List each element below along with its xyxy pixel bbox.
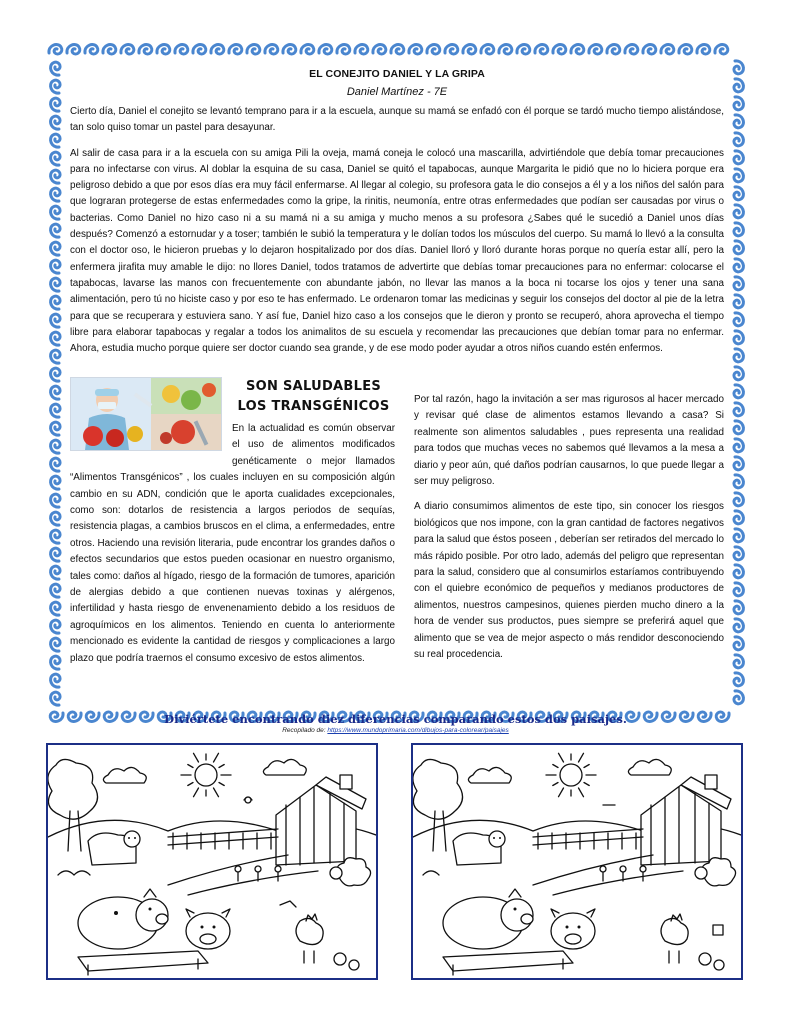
farm-drawing-left: [48, 745, 376, 978]
story-paragraph-1: Cierto día, Daniel el conejito se levantó temprano para ir a la escuela, aunque su mamá se enfadó con él porque se tardó mucho tiempo alistándose, tan solo quiso tomar un pastel para desayunar.: [70, 106, 724, 134]
article-left-text: En la actualidad es común observar el uso de alimentos modificados genéticamente o mejor llamados “Alimentos Transgénicos” , los cuales incluyen en su composición algún cambio en su ADN, condición que le aporta cualidades excepcionales, como son: dotarlos de resistencia a largos periodos de sequías, resistencia plagas, a cambios bruscos en el clima, a enfermedades, entre otros. Haciendo una revisión literaria, pude encontrar los grandes daños o efectos secundarios que estos pueden ocasionar en nuestro organismo, tales como: daños al hígado, riesgo de la formación de tumores, aparición de alergias debido a que contienen nuevas toxinas y alérgenos, infertilidad y hasta riesgo de envenenamiento debido a los residuos de agroquímicos en los alimentos. Teniendo en cuenta lo anteriormente mencionado es evidente la cantidad de riesgos y complicaciones a largo plazo que podría traernos el consumo excesivo de estos alimentos.: [70, 423, 395, 664]
article-right-paragraph-2: A diario consumimos alimentos de este tipo, sin conocer los riesgos biológicos que nos impone, con la gran cantidad de factores negativos para la salud que éstos poseen , deberían ser retirados del mercado lo más rápido posible. Por otro lado, además del peligro que representan para la salud, considero que al consumirlos estaríamos contribuyendo con el quiebre económico de pequeños y medianos productores de alimentos, nuestros campesinos, quienes pierden mucho dinero a la hora de vender sus productos, pues siempre se preferirá aquel que alimento que se vea de mejor aspecto o más rendidor desconociendo su real procedencia.: [414, 501, 724, 661]
transgenic-food-photo: [70, 377, 222, 451]
story-title: EL CONEJITO DANIEL Y LA GRIPA: [309, 68, 485, 80]
article-left-column: [70, 375, 395, 667]
article-section: [70, 375, 724, 695]
puzzle-title: Diviértete encontrando diez diferencias comparando estos dos paisajes.: [164, 712, 627, 726]
story-paragraph-2: Al salir de casa para ir a la escuela con su amiga Pili la oveja, mamá coneja le colocó una mascarilla, advirtiéndole que debía tomar precauciones para no infectarse con virus. Al doblar la esquina de su casa, Daniel se quitó el tapabocas, aunque Margarita le pidió que no lo hiciera porque era peligroso debido a que por esos días era muy fácil enfermarse. Al llegar al colegio, su profesora gata le dio consejos a él y a los niños del salón para que lograran protegerse de estas enfermedades como la gripe, la rinitis, neumonía, entre otras enfermedades que podían ser causadas por virus o bacterias. Como Daniel no hizo caso ni a su mamá ni a su amiga y mucho menos a su profesora ¿Sabes qué le sucedió a Daniel unos días después? Comenzó a estornudar y a toser; también le subió la temperatura y le dolían todos los músculos del cuerpo. Su mamá lo llevó a la consulta con el doctor oso, le hicieron pruebas y lo dejaron hospitalizado por dos días. Daniel lloró y lloró durante horas porque no quería estar allí, pero la enfermera jirafita muy amable le dijo: no llores Daniel, todos tratamos de advertirte que debías tomar precauciones para no enfermar: colocarse el tapabocas, lavarse las manos con frecuentemente con abundante jabón, no llevar las manos a la boca ni tocarse los ojos y tener una sana alimentación, pero tú no hiciste caso y por eso te has enfermado. Le ordenaron tomar las medicinas y seguir los consejos del doctor al pie de la letra para que se recuperara y estuviera sano. Y así fue, Daniel hizo caso a los consejos que le dieron y pronto se recuperó, ahora aprovecha el tiempo libre para elaborar tapabocas y regalar a todos los animalitos de su escuela y recomendar las precauciones que debían tomar para no enfermar. Ahora, estudia mucho porque quiere ser doctor cuando sea grande, y de ese modo poder ayudar a otros niños cuando estén enfermos.: [70, 147, 724, 355]
credit-prefix: Recopilado de:: [282, 727, 326, 734]
farm-scene-right: [411, 743, 743, 980]
article-right-paragraph-1: Por tal razón, hago la invitación a ser mas rigurosos al hacer mercado y revisar qué clase de alimentos estamos llevando a casa? Si realmente son alimentos saludables , pues representa una realidad para todos que muchas veces no sabemos qué llevamos a la mesa a diario y peor aún, qué daños podrían causarnos, lo que puede llegar a ser muy peligroso.: [414, 394, 724, 488]
puzzle-credit: [0, 727, 791, 734]
story-author: Daniel Martínez - 7E: [346, 86, 448, 98]
farm-scene-left: [46, 743, 378, 980]
article-title: SON SALUDABLES LOS TRANSGÉNICOS: [237, 379, 390, 414]
article-right-column: [414, 392, 724, 673]
farm-drawing-right: [413, 745, 741, 978]
story-section: [70, 68, 724, 365]
credit-link[interactable]: https://www.mundoprimaria.com/dibujos-para-colorear/paisajes: [327, 727, 509, 734]
